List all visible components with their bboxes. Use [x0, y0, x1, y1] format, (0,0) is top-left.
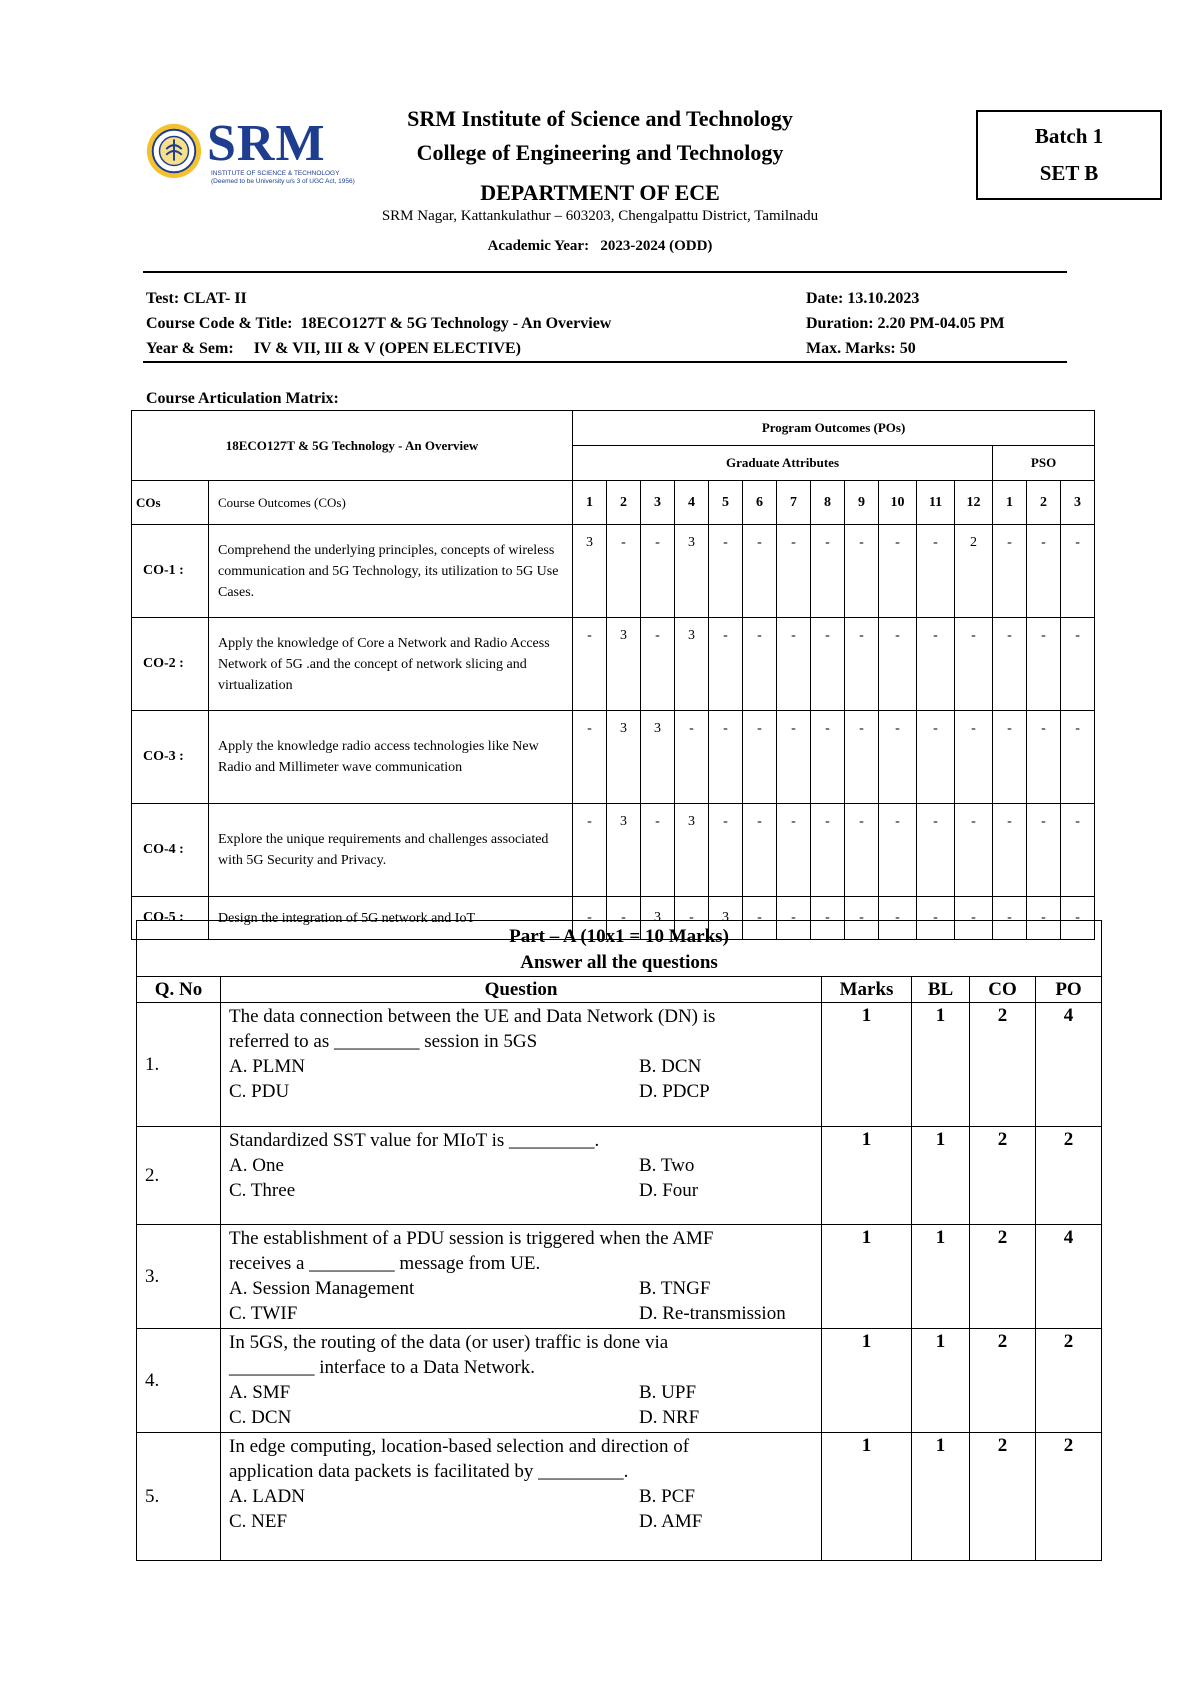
question-bl: 1	[912, 1127, 970, 1225]
mapping-value: -	[879, 897, 917, 940]
question-header: Question	[221, 977, 822, 1003]
option: B. PCF	[639, 1486, 695, 1507]
question-line: The establishment of a PDU session is triggered when the AMF	[229, 1228, 714, 1249]
co-description: Design the integration of 5G network and IoT	[209, 897, 573, 940]
mapping-value: 3	[573, 525, 607, 618]
mapping-value: -	[1027, 897, 1061, 940]
option: C. PDU	[229, 1081, 290, 1102]
question-po: 4	[1036, 1225, 1102, 1329]
option-row	[229, 1079, 813, 1104]
mapping-value: -	[573, 711, 607, 804]
option: D. Four	[639, 1180, 699, 1201]
mapping-value: -	[845, 525, 879, 618]
mapping-value: -	[955, 897, 993, 940]
set-label: SET B	[1039, 161, 1099, 185]
mapping-value: -	[709, 711, 743, 804]
po-number: 4	[675, 481, 709, 525]
mapping-value: -	[709, 618, 743, 711]
question-line: Standardized SST value for MIoT is _________.	[229, 1130, 600, 1151]
option-row	[229, 1509, 813, 1534]
course-articulation-matrix	[131, 410, 1095, 940]
question-marks: 1	[822, 1003, 912, 1127]
co-row	[132, 711, 1095, 804]
mapping-value: -	[607, 525, 641, 618]
mapping-value: -	[1061, 618, 1095, 711]
question-po: 4	[1036, 1003, 1102, 1127]
mapping-value: 3	[675, 618, 709, 711]
batch-box	[976, 110, 1162, 200]
institute-name: SRM Institute of Science and Technology	[407, 106, 793, 131]
mapping-value: -	[879, 618, 917, 711]
mapping-value: 3	[641, 711, 675, 804]
mapping-value: -	[709, 525, 743, 618]
mapping-value: -	[1061, 711, 1095, 804]
qno-header: Q. No	[137, 977, 221, 1003]
mapping-value: -	[845, 804, 879, 897]
question-row	[137, 1225, 1102, 1329]
option-row	[229, 1178, 813, 1203]
question-marks: 1	[822, 1329, 912, 1433]
question-bl: 1	[912, 1433, 970, 1561]
mapping-value: -	[1061, 804, 1095, 897]
mapping-value: -	[917, 525, 955, 618]
co-row	[132, 804, 1095, 897]
option-row	[229, 1405, 813, 1430]
option: B. Two	[639, 1155, 695, 1176]
mapping-value: -	[955, 804, 993, 897]
question-line: The data connection between the UE and Data Network (DN) is	[229, 1006, 716, 1027]
co-description: Apply the knowledge radio access technologies like New Radio and Millimeter wave communication	[209, 711, 573, 804]
mapping-value: -	[879, 804, 917, 897]
mapping-value: -	[709, 804, 743, 897]
question-text	[221, 1329, 822, 1433]
question-row	[137, 1127, 1102, 1225]
option: A. SMF	[229, 1382, 291, 1403]
logo-brand: SRM	[207, 115, 326, 172]
question-line: In 5GS, the routing of the data (or user) traffic is done via	[229, 1332, 669, 1353]
co-description: Explore the unique requirements and challenges associated with 5G Security and Privacy.	[209, 804, 573, 897]
option-row	[229, 1484, 813, 1509]
po-number: 7	[777, 481, 811, 525]
mapping-value: -	[955, 711, 993, 804]
option: B. DCN	[639, 1056, 702, 1077]
pso-header: PSO	[993, 446, 1095, 481]
mapping-value: -	[993, 804, 1027, 897]
question-row	[137, 1329, 1102, 1433]
academic-year: Academic Year: 2023-2024 (ODD)	[487, 238, 713, 254]
mapping-value: -	[845, 897, 879, 940]
test-duration: Duration: 2.20 PM-04.05 PM	[806, 315, 1005, 332]
mapping-value: -	[777, 897, 811, 940]
mapping-value: -	[917, 711, 955, 804]
mapping-value: 3	[641, 897, 675, 940]
part-a-subtitle: Answer all the questions	[520, 952, 718, 973]
pso-number: 2	[1027, 481, 1061, 525]
co-label: CO-5 :	[132, 897, 209, 940]
question-line: application data packets is facilitated by _________.	[229, 1461, 629, 1482]
question-text	[221, 1225, 822, 1329]
part-a-title: Part – A (10x1 = 10 Marks)	[509, 926, 729, 947]
mapping-value: -	[641, 618, 675, 711]
question-text	[221, 1003, 822, 1127]
co-label: CO-2 :	[132, 618, 209, 711]
mapping-value: -	[573, 804, 607, 897]
po-number: 9	[845, 481, 879, 525]
option: A. Session Management	[229, 1278, 415, 1299]
mapping-value: -	[675, 711, 709, 804]
mapping-value: -	[641, 804, 675, 897]
graduate-attributes-header: Graduate Attributes	[573, 446, 993, 481]
mapping-value: -	[743, 804, 777, 897]
po-number: 6	[743, 481, 777, 525]
part-a-heading	[137, 921, 1102, 977]
mapping-value: 3	[709, 897, 743, 940]
option: B. UPF	[639, 1382, 697, 1403]
mapping-value: -	[573, 618, 607, 711]
pso-number: 3	[1061, 481, 1095, 525]
matrix-course-title: 18ECO127T & 5G Technology - An Overview	[132, 411, 573, 481]
mapping-value: -	[1027, 711, 1061, 804]
part-a-table	[136, 920, 1102, 1561]
mapping-value: -	[879, 525, 917, 618]
divider	[143, 271, 1067, 273]
mapping-value: -	[641, 525, 675, 618]
po-number: 1	[573, 481, 607, 525]
mapping-value: 3	[675, 804, 709, 897]
question-bl: 1	[912, 1329, 970, 1433]
mapping-value: -	[811, 525, 845, 618]
co-label: CO-1 :	[132, 525, 209, 618]
question-po: 2	[1036, 1329, 1102, 1433]
mapping-value: -	[811, 711, 845, 804]
mapping-value: -	[845, 618, 879, 711]
po-number: 3	[641, 481, 675, 525]
option: D. AMF	[639, 1511, 703, 1532]
option: D. Re-transmission	[639, 1303, 786, 1324]
mapping-value: -	[917, 804, 955, 897]
test-date: Date: 13.10.2023	[806, 290, 920, 307]
matrix-caption: Course Articulation Matrix:	[146, 390, 339, 407]
test-name: Test: CLAT- II	[146, 290, 247, 307]
co-label: CO-4 :	[132, 804, 209, 897]
pso-number: 1	[993, 481, 1027, 525]
co-row	[132, 525, 1095, 618]
mapping-value: 3	[607, 804, 641, 897]
question-marks: 1	[822, 1225, 912, 1329]
option: C. Three	[229, 1180, 296, 1201]
option: C. TWIF	[229, 1303, 298, 1324]
address: SRM Nagar, Kattankulathur – 603203, Chengalpattu District, Tamilnadu	[381, 208, 819, 224]
mapping-value: -	[675, 897, 709, 940]
mapping-value: -	[879, 711, 917, 804]
mapping-value: -	[1027, 804, 1061, 897]
question-co: 2	[970, 1003, 1036, 1127]
co-description: Comprehend the underlying principles, concepts of wireless communication and 5G Technology, its utilization to 5G Use Cases.	[209, 525, 573, 618]
option: C. NEF	[229, 1511, 288, 1532]
po-header: PO	[1036, 977, 1102, 1003]
question-po: 2	[1036, 1433, 1102, 1561]
mapping-value: -	[1027, 525, 1061, 618]
option-row	[229, 1054, 813, 1079]
mapping-value: -	[743, 897, 777, 940]
question-po: 2	[1036, 1127, 1102, 1225]
mapping-value: 3	[607, 711, 641, 804]
option-row	[229, 1301, 813, 1326]
question-bl: 1	[912, 1003, 970, 1127]
mapping-value: -	[811, 804, 845, 897]
college-name: College of Engineering and Technology	[416, 140, 784, 165]
mapping-value: -	[743, 618, 777, 711]
divider	[143, 361, 1067, 363]
marks-header: Marks	[822, 977, 912, 1003]
mapping-value: -	[811, 618, 845, 711]
question-line: _________ interface to a Data Network.	[229, 1357, 536, 1378]
mapping-value: -	[607, 897, 641, 940]
mapping-value: -	[955, 618, 993, 711]
mapping-value: -	[777, 804, 811, 897]
mapping-value: 2	[955, 525, 993, 618]
mapping-value: -	[1027, 618, 1061, 711]
question-bl: 1	[912, 1225, 970, 1329]
option: C. DCN	[229, 1407, 292, 1428]
mapping-value: -	[777, 711, 811, 804]
po-number: 10	[879, 481, 917, 525]
po-number: 12	[955, 481, 993, 525]
question-number: 4.	[137, 1329, 221, 1433]
mapping-value: -	[777, 618, 811, 711]
option-row	[229, 1153, 813, 1178]
option-row	[229, 1380, 813, 1405]
mapping-value: -	[573, 897, 607, 940]
question-marks: 1	[822, 1433, 912, 1561]
mapping-value: -	[1061, 525, 1095, 618]
question-number: 2.	[137, 1127, 221, 1225]
po-number: 5	[709, 481, 743, 525]
question-co: 2	[970, 1433, 1036, 1561]
po-number: 2	[607, 481, 641, 525]
mapping-value: 3	[675, 525, 709, 618]
co-header: CO	[970, 977, 1036, 1003]
batch-label: Batch 1	[1034, 124, 1104, 148]
option-row	[229, 1276, 813, 1301]
option: A. LADN	[229, 1486, 305, 1507]
mapping-value: -	[743, 525, 777, 618]
department-name: DEPARTMENT OF ECE	[480, 180, 720, 205]
mapping-value: -	[993, 618, 1027, 711]
bl-header: BL	[912, 977, 970, 1003]
question-marks: 1	[822, 1127, 912, 1225]
course-code-title: Course Code & Title: 18ECO127T & 5G Technology - An Overview	[146, 315, 612, 332]
mapping-value: -	[1061, 897, 1095, 940]
mapping-value: -	[993, 525, 1027, 618]
po-number: 11	[917, 481, 955, 525]
mapping-value: 3	[607, 618, 641, 711]
question-line: receives a _________ message from UE.	[229, 1253, 541, 1274]
cos-header: COs	[132, 481, 209, 525]
program-outcomes-header: Program Outcomes (POs)	[573, 411, 1095, 446]
question-number: 5.	[137, 1433, 221, 1561]
year-sem: Year & Sem: IV & VII, III & V (OPEN ELECTIVE)	[146, 340, 522, 357]
option: D. NRF	[639, 1407, 700, 1428]
question-row	[137, 1003, 1102, 1127]
question-co: 2	[970, 1127, 1036, 1225]
mapping-value: -	[743, 711, 777, 804]
question-text	[221, 1127, 822, 1225]
mapping-value: -	[811, 897, 845, 940]
co-row	[132, 618, 1095, 711]
question-number: 1.	[137, 1003, 221, 1127]
logo-subtitle: INSTITUTE OF SCIENCE & TECHNOLOGY (Deemed to be University u/s 3 of UGC Act, 1956)	[211, 170, 355, 185]
question-row	[137, 1433, 1102, 1561]
question-text	[221, 1433, 822, 1561]
option: A. PLMN	[229, 1056, 306, 1077]
srm-emblem-icon	[145, 122, 203, 180]
max-marks: Max. Marks: 50	[806, 340, 916, 357]
option: B. TNGF	[639, 1278, 711, 1299]
question-line: referred to as _________ session in 5GS	[229, 1031, 538, 1052]
question-co: 2	[970, 1225, 1036, 1329]
mapping-value: -	[917, 618, 955, 711]
question-number: 3.	[137, 1225, 221, 1329]
mapping-value: -	[845, 711, 879, 804]
co-label: CO-3 :	[132, 711, 209, 804]
course-outcomes-header: Course Outcomes (COs)	[209, 481, 573, 525]
mapping-value: -	[777, 525, 811, 618]
option: D. PDCP	[639, 1081, 710, 1102]
option: A. One	[229, 1155, 284, 1176]
question-line: In edge computing, location-based selection and direction of	[229, 1436, 690, 1457]
mapping-value: -	[993, 897, 1027, 940]
mapping-value: -	[917, 897, 955, 940]
po-number: 8	[811, 481, 845, 525]
co-description: Apply the knowledge of Core a Network and Radio Access Network of 5G .and the concept of network slicing and virtualization	[209, 618, 573, 711]
mapping-value: -	[993, 711, 1027, 804]
question-co: 2	[970, 1329, 1036, 1433]
